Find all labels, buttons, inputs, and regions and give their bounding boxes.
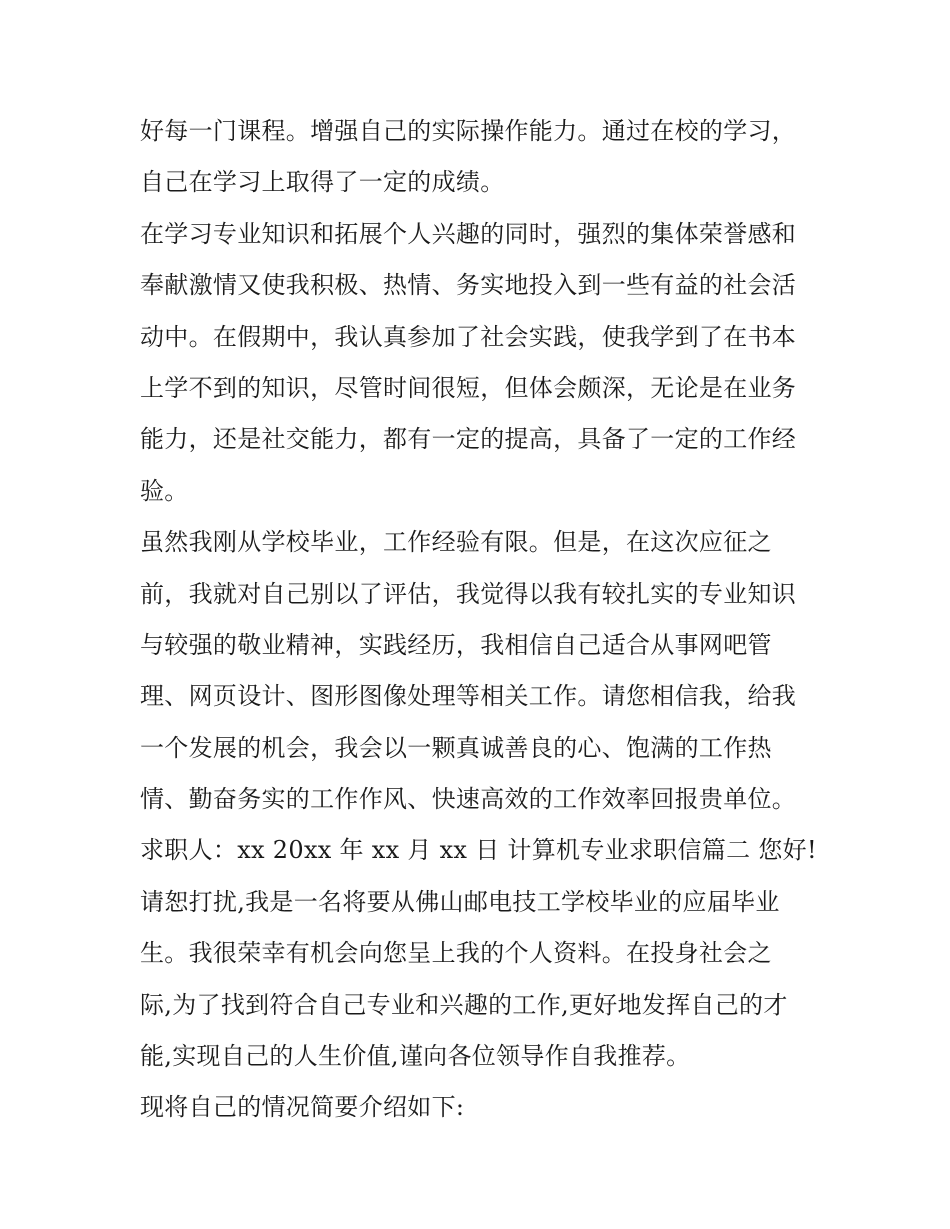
text-line: 际,为了找到符合自己专业和兴趣的工作,更好地发挥自己的才 [140,990,788,1019]
text-line: 一个发展的机会，我会以一颗真诚善良的心、饱满的工作热 [140,733,772,762]
text-line: 请恕打扰,我是一名将要从佛山邮电技工学校毕业的应届毕业 [140,887,780,916]
text-line: 生。我很荣幸有机会向您呈上我的个人资料。在投身社会之 [140,939,772,968]
text-line: 上学不到的知识，尽管时间很短，但体会颇深，无论是在业务 [140,373,797,402]
text-line: 在学习专业知识和拓展个人兴趣的同时，强烈的集体荣誉感和 [140,219,797,248]
text-line: 动中。在假期中，我认真参加了社会实践，使我学到了在书本 [140,322,797,351]
text-line: 与较强的敬业精神，实践经历，我相信自己适合从事网吧管 [140,630,772,659]
text-line: 前，我就对自己别以了评估，我觉得以我有较扎实的专业知识 [140,579,797,608]
text-line: 虽然我刚从学校毕业，工作经验有限。但是，在这次应征之 [140,528,772,557]
text-line: 好每一门课程。增强自己的实际操作能力。通过在校的学习， [140,117,797,145]
text-line: 理、网页设计、图形图像处理等相关工作。请您相信我，给我 [140,682,797,711]
text-line: 自己在学习上取得了一定的成绩。 [140,168,505,197]
text-line: 情、勤奋务实的工作作风、快速高效的工作效率回报贵单位。 [140,785,797,814]
text-line: 现将自己的情况简要介绍如下: [140,1093,465,1122]
text-line: 奉献激情又使我积极、热情、务实地投入到一些有益的社会活 [140,271,797,300]
text-line: 求职人：xx 20xx 年 xx 月 xx 日 计算机专业求职信篇二 您好! [140,836,817,865]
text-line: 能力，还是社交能力，都有一定的提高，具备了一定的工作经 [140,425,797,454]
document-body [140,106,820,1134]
text-line: 验。 [140,476,189,505]
text-line: 能,实现自己的人生价值,谨向各位领导作自我推荐。 [140,1042,691,1071]
